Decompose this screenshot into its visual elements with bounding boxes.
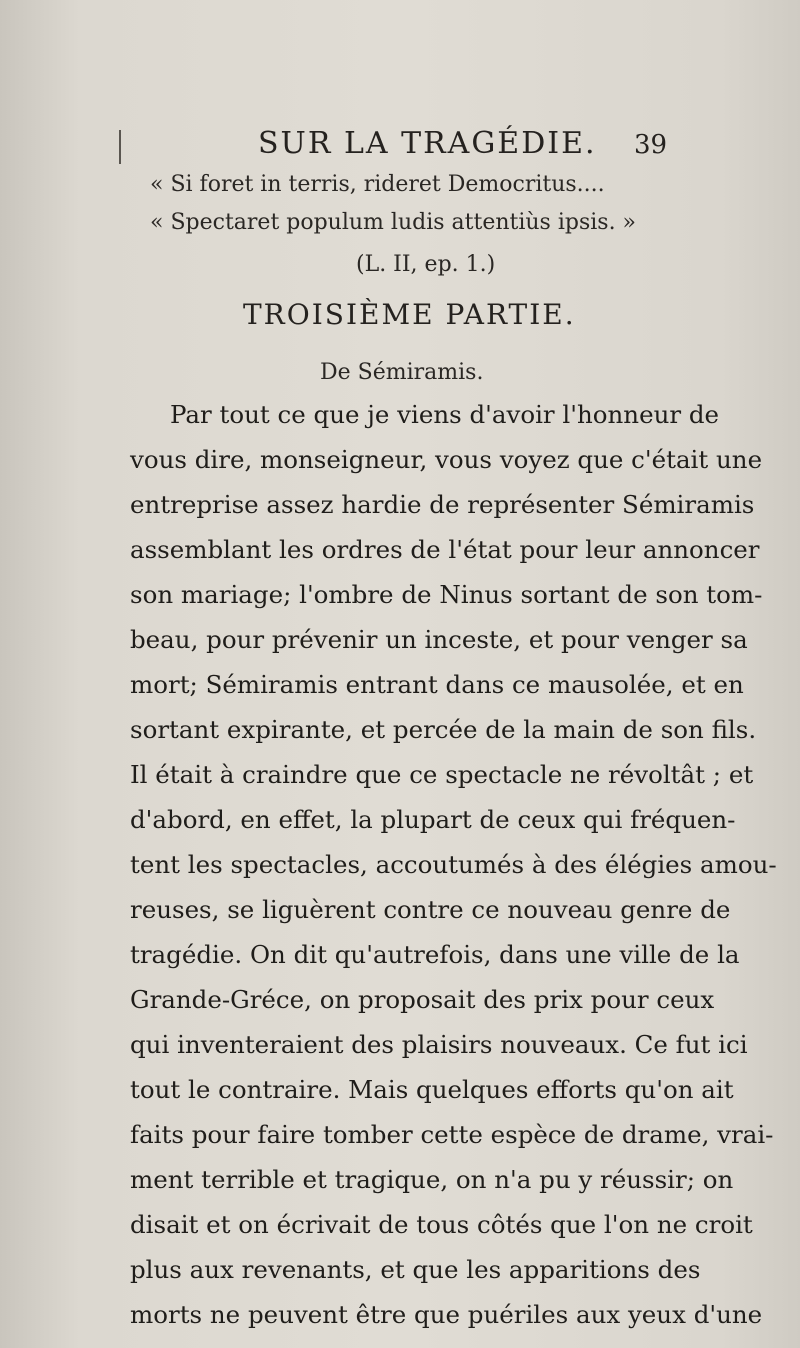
body-line: reuses, se liguèrent contre ce nouveau genre de (130, 895, 731, 924)
running-header: SUR LA TRAGÉDIE. (258, 126, 597, 161)
body-line: beau, pour prévenir un inceste, et pour venger sa (130, 625, 748, 654)
body-line: Grande-Gréce, on proposait des prix pour ceux (130, 985, 715, 1014)
body-line: assemblant les ordres de l'état pour leur annoncer (130, 535, 760, 564)
body-line: qui inventeraient des plaisirs nouveaux. Ce fut ici (130, 1030, 748, 1059)
section-title: De Sémiramis. (320, 360, 484, 385)
body-line: ment terrible et tragique, on n'a pu y réussir; on (130, 1165, 734, 1194)
margin-rule (119, 130, 121, 164)
body-line: vous dire, monseigneur, vous voyez que c'était une (130, 445, 763, 474)
body-line: d'abord, en effet, la plupart de ceux qui fréquen- (130, 805, 736, 834)
body-line: plus aux revenants, et que les apparitions des (130, 1255, 701, 1284)
body-line: Il était à craindre que ce spectacle ne révoltât ; et (130, 760, 754, 789)
body-line: entreprise assez hardie de représenter Sémiramis (130, 490, 755, 519)
epigraph-citation: (L. II, ep. 1.) (356, 252, 496, 277)
body-line: son mariage; l'ombre de Ninus sortant de son tom- (130, 580, 763, 609)
body-line: tent les spectacles, accoutumés à des élégies amou- (130, 850, 777, 879)
body-line: disait et on écrivait de tous côtés que l'on ne croit (130, 1210, 753, 1239)
body-line: mort; Sémiramis entrant dans ce mausolée, et en (130, 670, 744, 699)
body-line: sortant expirante, et percée de la main de son fils. (130, 715, 757, 744)
epigraph-line-2: « Spectaret populum ludis attentiùs ipsis. » (150, 210, 637, 235)
page-number: 39 (634, 130, 668, 160)
body-line: tragédie. On dit qu'autrefois, dans une ville de la (130, 940, 740, 969)
body-line: tout le contraire. Mais quelques efforts qu'on ait (130, 1075, 734, 1104)
epigraph-line-1: « Si foret in terris, rideret Democritus.... (150, 172, 605, 197)
part-title: TROISIÈME PARTIE. (243, 298, 576, 331)
body-line: Par tout ce que je viens d'avoir l'honneur de (170, 400, 720, 429)
body-line: faits pour faire tomber cette espèce de drame, vrai- (130, 1120, 774, 1149)
body-line: morts ne peuvent être que puériles aux yeux d'une (130, 1300, 763, 1329)
